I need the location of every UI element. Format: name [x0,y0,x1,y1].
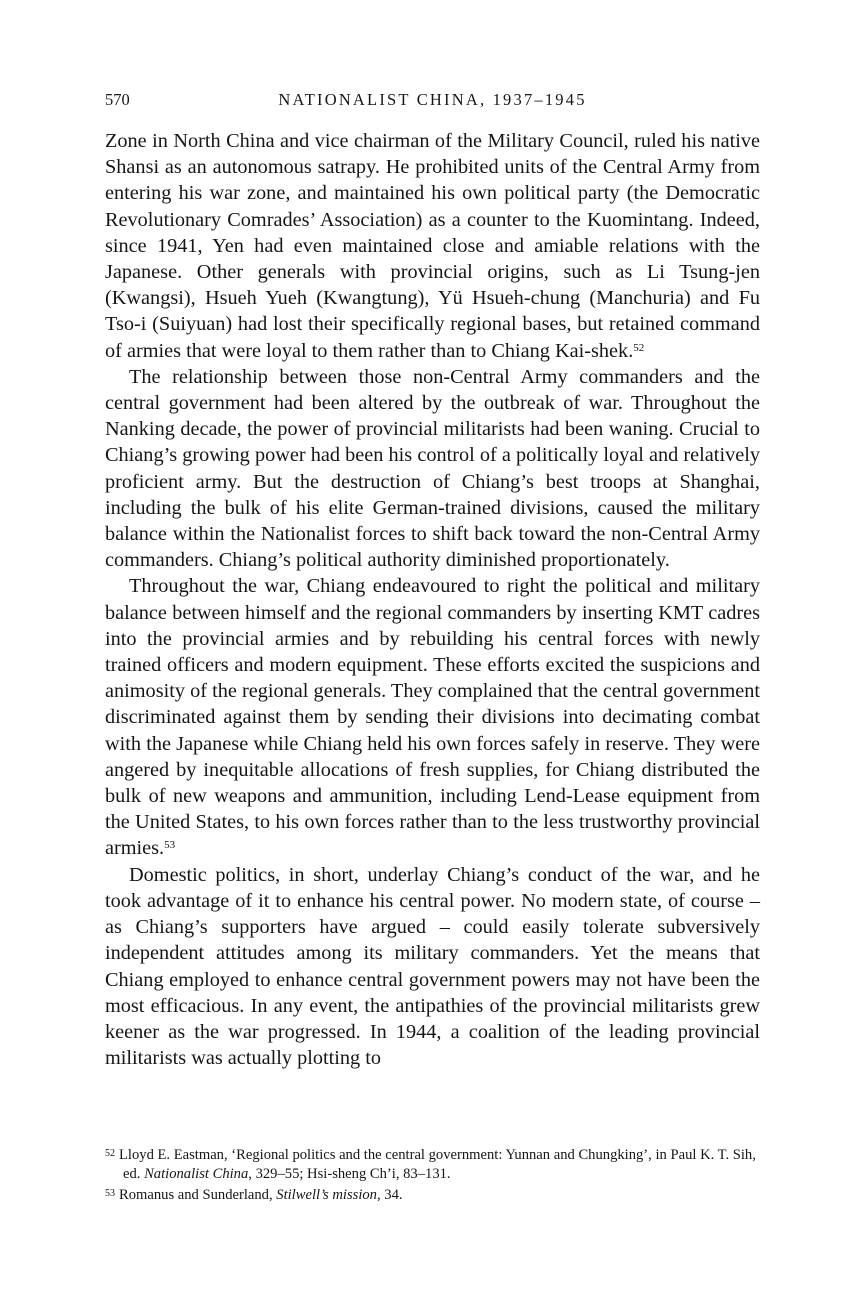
paragraph-text: Domestic politics, in short, underlay Chiang’s conduct of the war, and he took advantage of it to enhance his central power. No modern state, of course – as Chiang’s supporters have argued – could easily tolerate subversively independent attitudes among its military commanders. Yet the means that Chiang employed to enhance central government powers may not have been the most efficacious. In any event, the antipathies of the provincial militarists grew keener as the war progressed. In 1944, a coalition of the leading provincial militarists was actually plotting to [105,863,760,1070]
paragraph-text: Zone in North China and vice chairman of the Military Council, ruled his native Shansi as an autonomous satrapy. He prohibited units of the Central Army from entering his war zone, and maintained his own political party (the Democratic Revolutionary Comrades’ Association) as a counter to the Kuomintang. Indeed, since 1941, Yen had even maintained close and amiable relations with the Japanese. Other generals with provincial origins, such as Li Tsung-jen (Kwangsi), Hsueh Yueh (Kwangtung), Yü Hsueh-chung (Manchuria) and Fu Tso-i (Suiyuan) had lost their specifically regional bases, but retained command of armies that were loyal to them rather than to Chiang Kai-shek. [105,130,760,362]
paragraph-1 [105,128,760,364]
running-title: NATIONALIST CHINA, 1937–1945 [278,90,587,109]
paragraph-2 [105,364,760,574]
paragraph-4 [105,862,760,1072]
footnote-book-title: Stilwell’s mission [276,1187,377,1203]
footnote-text: Romanus and Sunderland, [119,1187,277,1203]
footnotes [105,1144,760,1205]
body-text [105,128,760,1071]
running-head [105,88,760,112]
footnote-mark: 53 [105,1188,115,1199]
footnote-52 [105,1144,760,1184]
footnote-book-title: Nationalist China [144,1166,249,1182]
page-number: 570 [105,90,130,109]
footnote-ref-53: 53 [164,839,176,852]
paragraph-text: The relationship between those non-Central Army commanders and the central government had been altered by the outbreak of war. Throughout the Nanking decade, the power of provincial militarists had been waning. Crucial to Chiang’s growing power had been his control of a politically loyal and relatively proficient army. But the destruction of Chiang’s best troops at Shanghai, including the bulk of his elite German-trained divisions, caused the military balance within the Nationalist forces to shift back toward the non-Central Army commanders. Chiang’s political authority diminished proportionately. [105,365,760,572]
paragraph-text: Throughout the war, Chiang endeavoured to right the political and military balance between himself and the regional commanders by inserting KMT cadres into the provincial armies and by rebuilding his central forces with newly trained officers and modern equipment. These efforts excited the suspicions and animosity of the regional generals. They complained that the central government discriminated against them by sending their divisions into decimating combat with the Japanese while Chiang held his own forces safely in reserve. They were angered by inequitable allocations of fresh supplies, for Chiang distributed the bulk of new weapons and ammunition, including Lend-Lease equipment from the United States, to his own forces rather than to the less trustworthy provincial armies. [105,575,760,860]
footnote-text: , 329–55; Hsi-sheng Ch’i, 83–131. [248,1166,451,1182]
footnote-text: Lloyd E. Eastman, ‘Regional politics and the central government: Yunnan and Chungking’, in Paul K. T. Sih, ed. [119,1147,756,1182]
footnote-text: , 34. [376,1187,403,1203]
footnote-53 [105,1184,760,1205]
paragraph-3 [105,573,760,861]
footnote-mark: 52 [105,1148,115,1159]
footnote-ref-52: 52 [633,341,645,354]
